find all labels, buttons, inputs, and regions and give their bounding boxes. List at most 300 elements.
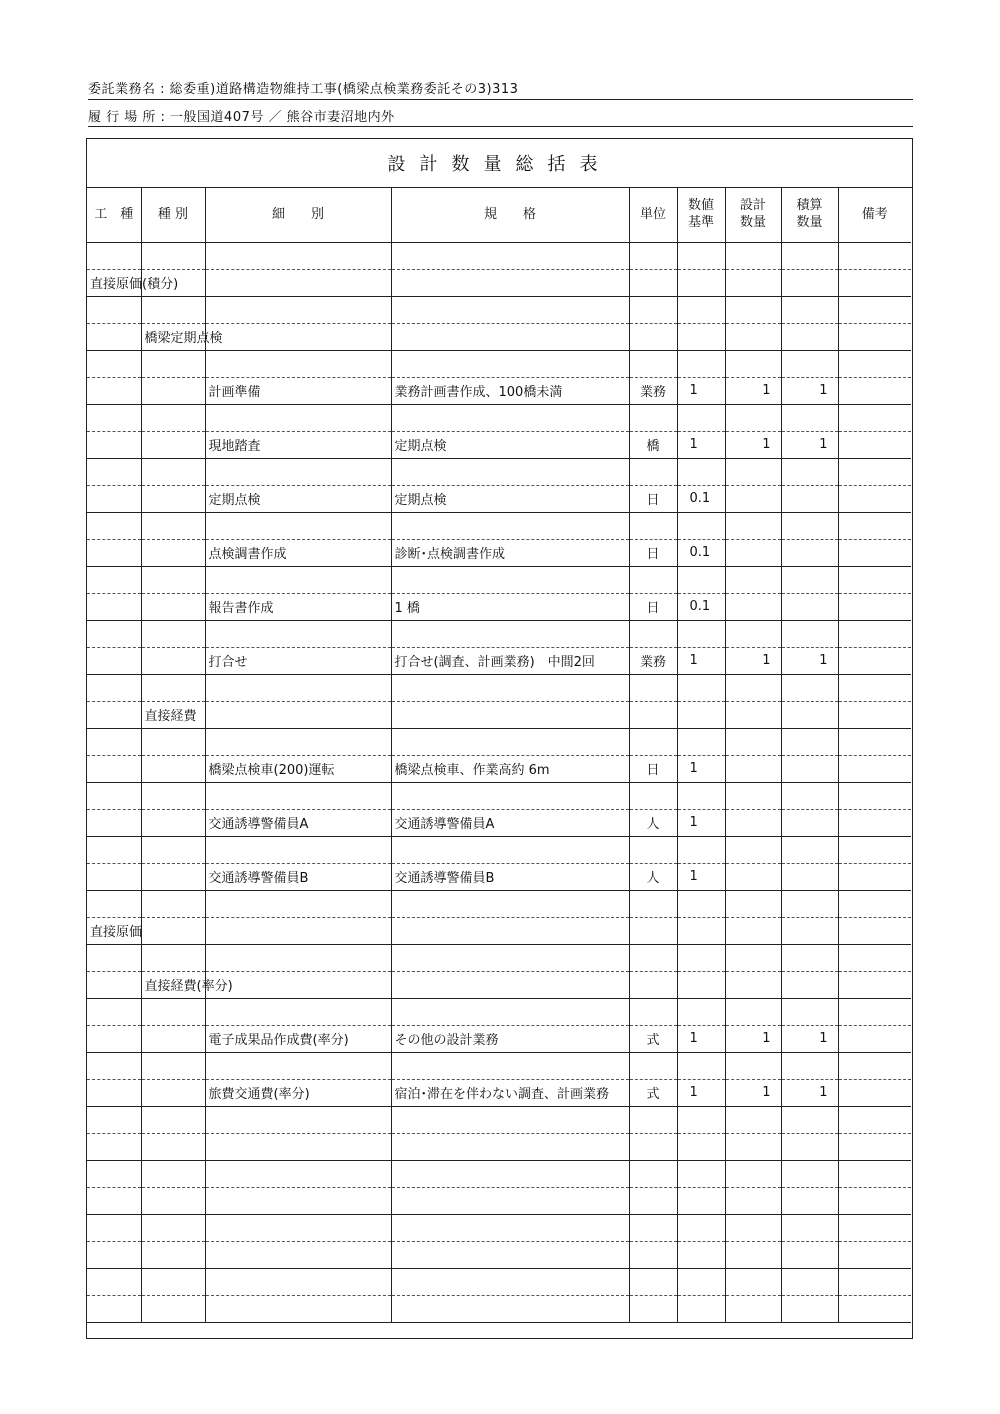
col-tani-cell [629,1268,677,1295]
col-shubetsu-cell [141,1160,205,1187]
col-kikaku-cell [391,512,629,539]
col-tani-cell [629,620,677,647]
col-saibetsu-cell [205,296,391,323]
col-saibetsu-cell [205,512,391,539]
col-tani-cell: 日 [629,593,677,620]
col-kikaku-cell: 診断･点検調書作成 [391,539,629,566]
col-sekkei-cell [725,1241,781,1268]
table-row [87,998,911,1025]
col-saibetsu-cell: 交通誘導警備員B [205,863,391,890]
col-biko-cell [838,728,911,755]
table-row [87,782,911,809]
col-shubetsu-cell: 直接経費(率分) [141,971,205,998]
col-tani-header: 単位 [629,187,677,242]
col-sekisan-cell [781,809,838,836]
col-tani-cell [629,836,677,863]
col-kijun-cell [677,1268,725,1295]
col-biko-cell [838,755,911,782]
col-koushu-cell [87,404,141,431]
col-kijun-cell: 1 [677,809,725,836]
col-kijun-cell [677,1160,725,1187]
col-koushu-cell [87,1214,141,1241]
col-koushu-header: 工 種 [87,187,141,242]
col-kikaku-cell: 打合せ(調査、計画業務) 中間2回 [391,647,629,674]
table-row [87,485,911,512]
table-row [87,1052,911,1079]
col-shubetsu-cell [141,404,205,431]
col-sekisan-cell [781,1295,838,1322]
col-sekisan-cell: 1 [781,377,838,404]
col-shubetsu-cell [141,431,205,458]
col-tani-cell: 式 [629,1079,677,1106]
col-sekisan-cell [781,242,838,269]
col-biko-cell [838,1187,911,1214]
col-shubetsu-cell [141,728,205,755]
col-tani-cell: 日 [629,539,677,566]
col-shubetsu-cell [141,647,205,674]
col-saibetsu-cell [205,350,391,377]
table-row [87,890,911,917]
col-koushu-cell [87,1106,141,1133]
col-sekkei-cell [725,674,781,701]
col-biko-cell [838,944,911,971]
col-shubetsu-cell [141,485,205,512]
col-biko-cell [838,998,911,1025]
col-kikaku-cell [391,566,629,593]
col-sekkei-cell [725,1106,781,1133]
col-tani-cell [629,728,677,755]
table-row [87,620,911,647]
header-rule-2 [88,126,913,127]
col-sekkei-header: 設計 数量 [725,187,781,242]
col-shubetsu-cell [141,269,205,296]
col-tani-cell [629,944,677,971]
col-shubetsu-cell [141,512,205,539]
col-sekisan-header: 積算 数量 [781,187,838,242]
col-biko-cell [838,1079,911,1106]
col-sekkei-cell [725,836,781,863]
col-kikaku-cell [391,701,629,728]
col-sekisan-cell [781,674,838,701]
col-shubetsu-cell [141,782,205,809]
col-shubetsu-cell [141,890,205,917]
col-sekisan-cell [781,1214,838,1241]
contract-name-line: 委託業務名 : 総委重)道路構造物維持工事(橋梁点検業務委託その3)313 [88,82,519,97]
col-koushu-cell [87,620,141,647]
col-kikaku-cell: 交通誘導警備員B [391,863,629,890]
col-tani-cell [629,1214,677,1241]
col-koushu-cell [87,1295,141,1322]
col-kikaku-cell [391,1052,629,1079]
col-koushu-cell [87,566,141,593]
col-kijun-cell: 1 [677,377,725,404]
col-sekisan-cell [781,890,838,917]
col-shubetsu-cell [141,755,205,782]
table-row [87,1187,911,1214]
table-row [87,1268,911,1295]
col-tani-cell [629,890,677,917]
col-biko-cell [838,674,911,701]
table-row [87,350,911,377]
table-row [87,269,911,296]
col-kijun-cell [677,890,725,917]
col-shubetsu-cell [141,1241,205,1268]
col-kikaku-cell [391,782,629,809]
col-kikaku-cell [391,836,629,863]
table-row [87,377,911,404]
col-biko-cell [838,863,911,890]
col-kikaku-cell [391,269,629,296]
col-kijun-cell [677,242,725,269]
col-biko-cell [838,782,911,809]
col-sekisan-cell: 1 [781,1025,838,1052]
col-sekisan-cell [781,404,838,431]
col-tani-cell [629,404,677,431]
col-sekisan-cell [781,701,838,728]
col-koushu-cell [87,485,141,512]
col-biko-cell [838,296,911,323]
col-biko-cell [838,539,911,566]
col-sekkei-cell [725,917,781,944]
col-koushu-cell [87,539,141,566]
col-kijun-cell [677,1295,725,1322]
col-saibetsu-cell [205,836,391,863]
col-kijun-cell [677,917,725,944]
table-row [87,1133,911,1160]
table-row [87,701,911,728]
col-sekkei-cell [725,593,781,620]
col-sekkei-cell [725,323,781,350]
col-saibetsu-cell [205,1214,391,1241]
col-saibetsu-cell: 現地踏査 [205,431,391,458]
table-row [87,647,911,674]
col-kijun-cell: 1 [677,1025,725,1052]
col-saibetsu-cell: 打合せ [205,647,391,674]
col-tani-cell [629,674,677,701]
col-koushu-cell [87,1268,141,1295]
col-sekisan-cell [781,998,838,1025]
col-koushu-cell [87,674,141,701]
col-shubetsu-cell [141,1052,205,1079]
col-kijun-cell [677,1214,725,1241]
col-biko-cell [838,809,911,836]
quantity-table [87,187,911,1323]
col-koushu-cell [87,863,141,890]
col-koushu-cell [87,1025,141,1052]
col-koushu-cell [87,701,141,728]
table-row [87,1214,911,1241]
col-sekkei-cell [725,782,781,809]
col-koushu-cell: 直接原価(積分) [87,269,141,296]
col-biko-cell [838,431,911,458]
col-saibetsu-cell [205,1241,391,1268]
table-row [87,1241,911,1268]
col-tani-cell [629,1187,677,1214]
col-kikaku-cell [391,323,629,350]
table-row [87,458,911,485]
col-shubetsu-cell [141,674,205,701]
col-sekisan-cell [781,728,838,755]
col-tani-cell [629,1052,677,1079]
col-sekisan-cell [781,593,838,620]
col-saibetsu-cell [205,242,391,269]
col-tani-cell: 人 [629,809,677,836]
col-kijun-cell: 0.1 [677,539,725,566]
col-kijun-cell [677,782,725,809]
table-row [87,836,911,863]
col-saibetsu-cell: 電子成果品作成費(率分) [205,1025,391,1052]
col-sekkei-cell [725,809,781,836]
col-tani-cell [629,917,677,944]
col-sekisan-cell [781,485,838,512]
col-kijun-cell [677,701,725,728]
col-shubetsu-cell [141,620,205,647]
table-row [87,917,911,944]
col-sekkei-cell: 1 [725,1025,781,1052]
col-kikaku-cell: 交通誘導警備員A [391,809,629,836]
col-sekisan-cell [781,539,838,566]
col-sekisan-cell [781,782,838,809]
col-kijun-cell [677,296,725,323]
table-row [87,323,911,350]
table-row [87,1025,911,1052]
col-tani-cell: 業務 [629,647,677,674]
col-saibetsu-cell [205,1052,391,1079]
col-tani-cell [629,998,677,1025]
col-kikaku-cell: 1 橋 [391,593,629,620]
table-row [87,1079,911,1106]
col-sekkei-cell [725,485,781,512]
table-row [87,1160,911,1187]
col-sekkei-cell: 1 [725,431,781,458]
col-sekkei-cell: 1 [725,647,781,674]
col-sekisan-cell [781,1106,838,1133]
col-saibetsu-cell [205,944,391,971]
col-shubetsu-cell [141,1025,205,1052]
header-rule-1 [88,99,913,100]
col-sekisan-cell: 1 [781,431,838,458]
col-sekkei-cell [725,1187,781,1214]
col-sekkei-cell: 1 [725,377,781,404]
col-koushu-cell [87,1052,141,1079]
col-sekkei-cell [725,404,781,431]
col-biko-cell [838,917,911,944]
col-kikaku-cell [391,998,629,1025]
col-koushu-cell [87,377,141,404]
col-kikaku-cell [391,1214,629,1241]
col-kijun-cell: 1 [677,647,725,674]
col-kijun-cell [677,620,725,647]
col-koushu-cell [87,944,141,971]
table-row [87,404,911,431]
col-koushu-cell [87,1241,141,1268]
col-shubetsu-cell [141,539,205,566]
col-biko-cell [838,1052,911,1079]
col-biko-cell [838,1295,911,1322]
col-tani-cell: 橋 [629,431,677,458]
col-sekisan-cell [781,350,838,377]
col-biko-header: 備考 [838,187,911,242]
col-saibetsu-cell [205,566,391,593]
col-biko-cell [838,1241,911,1268]
col-kikaku-cell [391,296,629,323]
col-koushu-cell [87,431,141,458]
col-koushu-cell [87,809,141,836]
col-sekisan-cell [781,1241,838,1268]
table-row [87,1295,911,1322]
table-row [87,674,911,701]
col-sekkei-cell [725,269,781,296]
col-sekisan-cell [781,269,838,296]
col-biko-cell [838,485,911,512]
col-sekkei-cell: 1 [725,1079,781,1106]
table-row [87,944,911,971]
col-shubetsu-cell [141,1268,205,1295]
col-tani-cell: 日 [629,485,677,512]
col-kikaku-cell: その他の設計業務 [391,1025,629,1052]
col-biko-cell [838,350,911,377]
col-saibetsu-cell: 交通誘導警備員A [205,809,391,836]
col-kikaku-cell [391,350,629,377]
col-koushu-cell [87,782,141,809]
col-koushu-cell [87,593,141,620]
col-koushu-cell [87,890,141,917]
col-shubetsu-cell [141,242,205,269]
col-sekkei-cell [725,1295,781,1322]
col-biko-cell [838,1268,911,1295]
col-kikaku-cell [391,620,629,647]
col-saibetsu-cell [205,620,391,647]
col-shubetsu-cell [141,917,205,944]
col-biko-cell [838,647,911,674]
col-tani-cell [629,458,677,485]
col-kijun-cell [677,836,725,863]
col-saibetsu-cell [205,917,391,944]
col-sekisan-cell: 1 [781,1079,838,1106]
col-shubetsu-header: 種 別 [141,187,205,242]
col-sekisan-cell [781,323,838,350]
col-koushu-cell [87,1160,141,1187]
col-kikaku-cell: 業務計画書作成、100橋未満 [391,377,629,404]
col-saibetsu-cell: 旅費交通費(率分) [205,1079,391,1106]
col-sekisan-cell [781,296,838,323]
col-kijun-cell [677,1052,725,1079]
col-kijun-cell [677,674,725,701]
col-kijun-cell [677,512,725,539]
col-sekkei-cell [725,620,781,647]
col-sekisan-cell [781,620,838,647]
col-sekisan-cell [781,1133,838,1160]
table-row [87,728,911,755]
col-sekkei-cell [725,728,781,755]
col-tani-cell: 人 [629,863,677,890]
col-tani-cell [629,1241,677,1268]
col-sekkei-cell [725,350,781,377]
col-shubetsu-cell [141,836,205,863]
col-biko-cell [838,1106,911,1133]
col-biko-cell [838,701,911,728]
col-sekkei-cell [725,1160,781,1187]
col-koushu-cell [87,242,141,269]
col-saibetsu-header: 細 別 [205,187,391,242]
col-kijun-cell [677,1241,725,1268]
col-sekkei-cell [725,971,781,998]
col-saibetsu-cell [205,269,391,296]
col-biko-cell [838,620,911,647]
col-shubetsu-cell [141,809,205,836]
table-row [87,431,911,458]
quantity-summary-sheet [86,138,913,1339]
col-tani-cell [629,512,677,539]
col-kikaku-cell: 定期点検 [391,485,629,512]
col-saibetsu-cell: 点検調書作成 [205,539,391,566]
col-sekisan-cell [781,1052,838,1079]
col-saibetsu-cell [205,1187,391,1214]
col-kijun-cell [677,998,725,1025]
col-kikaku-cell [391,1106,629,1133]
col-kikaku-cell [391,728,629,755]
col-sekkei-cell [725,944,781,971]
col-biko-cell [838,1160,911,1187]
col-kijun-cell [677,350,725,377]
col-biko-cell [838,458,911,485]
col-shubetsu-cell [141,1214,205,1241]
col-tani-cell: 日 [629,755,677,782]
col-sekkei-cell [725,1052,781,1079]
col-saibetsu-cell [205,404,391,431]
col-kijun-cell [677,566,725,593]
col-sekisan-cell [781,863,838,890]
col-koushu-cell [87,836,141,863]
col-kikaku-cell [391,971,629,998]
col-saibetsu-cell [205,890,391,917]
col-shubetsu-cell: 橋梁定期点検 [141,323,205,350]
col-kijun-cell: 0.1 [677,593,725,620]
col-sekisan-cell [781,1187,838,1214]
col-saibetsu-cell: 計画準備 [205,377,391,404]
col-kikaku-cell [391,890,629,917]
col-tani-cell [629,566,677,593]
col-sekkei-cell [725,863,781,890]
col-koushu-cell [87,647,141,674]
col-kikaku-cell [391,1241,629,1268]
col-shubetsu-cell [141,1187,205,1214]
col-tani-cell [629,1160,677,1187]
col-shubetsu-cell [141,350,205,377]
col-kijun-cell: 1 [677,1079,725,1106]
col-sekisan-cell [781,1268,838,1295]
col-kijun-cell [677,1106,725,1133]
col-saibetsu-cell [205,1160,391,1187]
col-tani-cell [629,701,677,728]
col-kikaku-cell [391,1160,629,1187]
col-biko-cell [838,1025,911,1052]
col-shubetsu-cell [141,1133,205,1160]
col-sekisan-cell: 1 [781,647,838,674]
table-row [87,1106,911,1133]
col-tani-cell [629,323,677,350]
col-kijun-cell [677,404,725,431]
col-sekisan-cell [781,458,838,485]
col-biko-cell [838,323,911,350]
col-shubetsu-cell [141,593,205,620]
col-kijun-cell: 1 [677,863,725,890]
col-tani-cell [629,350,677,377]
table-row [87,755,911,782]
col-kikaku-cell: 橋梁点検車、作業高約 6m [391,755,629,782]
col-kijun-cell: 1 [677,431,725,458]
col-sekisan-cell [781,512,838,539]
